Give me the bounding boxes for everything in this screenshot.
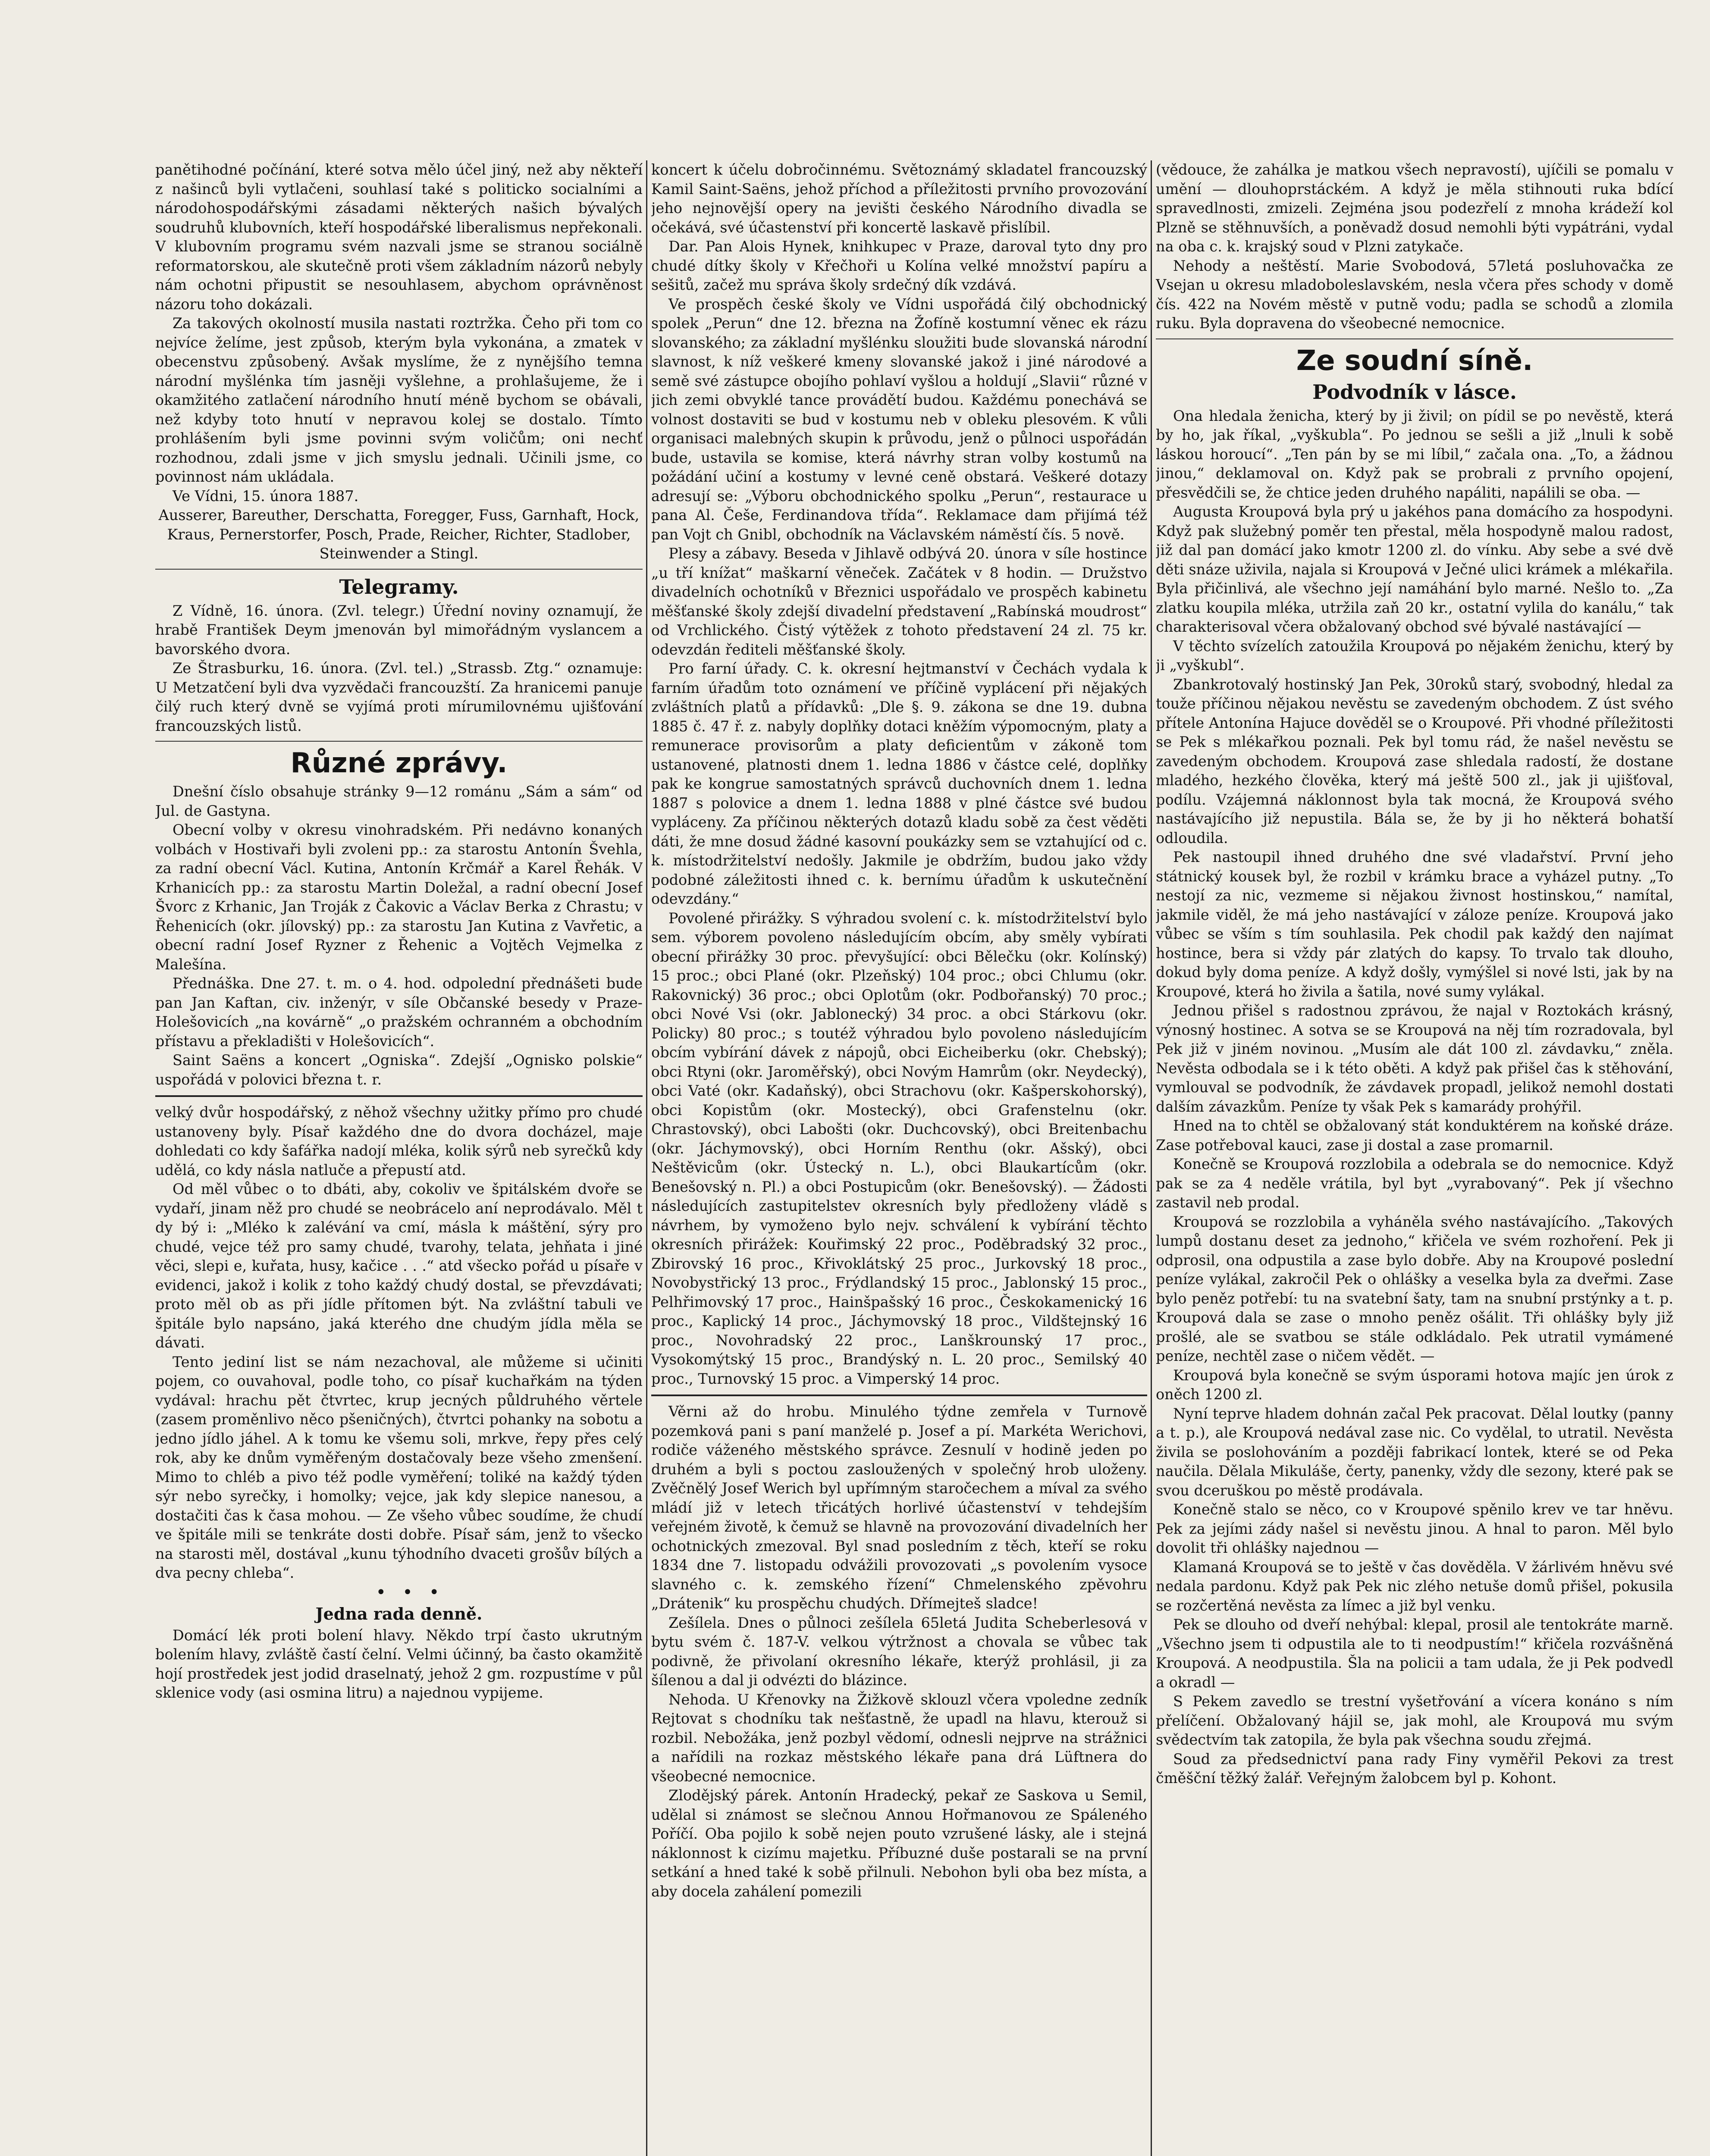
- column-2: [651, 160, 1147, 2156]
- news-item: (vědouce, že zahálka je matkou všech nepravostí), ujíčili se pomalu v umění — dlouhoprstáckém. A když je měla stihnouti ruka bdící spravedlnosti, zmizeli. Zejména jsou podezřelí z mnoha krádeží kol Plzně se stěhnuvších, a poněvadž dosud nemohli býti vypátráni, vydal na oba c. k. krajský soud v Plzni zatykače.: [1156, 161, 1673, 255]
- news-item: Ve prospěch české školy ve Vídni uspořádá čilý obchodnický spolek „Perun“ dne 12. března na Žofíně kostumní věnec ek rázu slovanského; za základní myšlénku sloužiti bude slovanská národní slavnost, k níž veškeré kmeny slovanské jakož i jiné národové a semě své zástupce obojího pohlaví vyšlou a holdují „Slavii“ různé v jich zemi obvyklé tance provádětí budou. Každému ponechává se volnost dostaviti se bud v kostumu neb v obleku plesovém. K vůli organisaci malebných skupin k průvodu, jenž o půlnoci uspořádán bude, ustavila se komise, která návrhy stran volby kostumů na požádání učiní a kostumy v levné ceně obstará. Veškeré dotazy adresují se: „Výboru obchodnického spolku „Perun“, restaurace u pana Al. Češe, Ferdinandova třída“. Reklamace dam přijímá též pan Vojt ch Gnibl, obchodník na Václavském náměstí čís. 5 nově.: [651, 295, 1147, 543]
- feuilleton-paragraph: Tento jediní list se nám nezachoval, ale můžeme si učiniti pojem, co ouvahoval, podle toho, co písař kuchařkám na týden vydával: hrachu pět čtvrtec, krup jecných půldruhého věrtele (zasem proměnlivo něco pšeničných), čtvrtci pohanky na sobotu a jedno jídlo jáhel. A k tomu ke všemu soli, mrkve, řepy přes celý rok, aby ke dnům vyměřeným dostačovaly beze všeho zmenšení. Mimo to chléb a pivo též podle vyměření; toliké na každý týden sýr nebo syrečky, i homolky; vejce, jak kdy slepice nanesou, a dostačiti čas k časa mohou. — Ze všeho vůbec soudíme, že chudí ve špitále mili se tenkráte dosti dobře. Písař sám, jenž to všecko na starosti měl, dostával „kunu týhodního dvaceti grošův bílých a dva pecny chleba“.: [155, 1353, 643, 1581]
- feuilleton-paragraph: Od měl vůbec o to dbáti, aby, cokoliv ve špitálském dvoře se vydaří, jinam něž pro chudé se neobrácelo aní neprodávalo. Měl t dy bý i: „Mléko k zalévání va cmí, másla k máštění, sýry pro chudé, vejce též pro samy chudé, tvarohy, telata, jehňata i jiné věci, slepi e, kuřata, husy, kačice . . .“ atd všecko pořád u písaře v evidenci, jakož i kolik z toho každý chudý dostal, se převzdávati; proto měl ob as při jídle přítomen být. Na zvláštní tabuli ve špitále bylo napsáno, jaká kterého dne chudým jídla měla se dávati.: [155, 1181, 643, 1351]
- telegram-item: Z Vídně, 16. února. (Zvl. telegr.) Úřední noviny oznamují, že hrabě František Deym jmenován byl mimořádným vyslancem a bavorského dvora.: [155, 602, 643, 658]
- article-paragraph: V těchto svízelích zatoužila Kroupová po nějakém ženichu, který by ji „vyškubl“.: [1156, 637, 1673, 674]
- article-paragraph: Hned na to chtěl se obžalovaný stát konduktérem na koňské dráze. Zase potřeboval kauci, zase ji dostal a zase promarnil.: [1156, 1117, 1673, 1153]
- news-item: Pro farní úřady. C. k. okresní hejtmanství v Čechách vydala k farním úřadům toto oznámení ve příčině vyplácení při nějakých zvláštních platů a přídavků: „Dle §. 9. zákona se dne 19. dubna 1885 č. 47 ř. z. nabyly doplňky dotaci kněžím výpomocným, platy a remunerace provisorům a platy deficientům v zákoně tom ustanovené, platnosti dnem 1. ledna 1886 v částce celé, doplňky pak ke kongrue samostatných správců duchovních dnem 1. ledna 1887 s polovice a dnem 1. ledna 1888 v plné částce své budou vypláceny. Za příčinou některých dotazů kladu sobě za čest věděti dáti, že mne dosud žádné kasovní poukázky sem se vztahující od c. k. místodržitelství nedošly. Jakmile je obdržím, budou jako vždy podobné záležitosti ihned c. k. bernímu úřadům k uskutečnění odevzdány.“: [651, 660, 1147, 907]
- feuilleton-paragraph: velký dvůr hospodářský, z něhož všechny užitky přímo pro chudé ustanoveny byly. Písař každého dne do dvora docházel, maje dohledati co kdy šafářka nadojí mléka, kolik sýrů neb syrečků kdy udělá, co kdy násla natluče a přepustí atd.: [155, 1104, 643, 1178]
- news-item: Dar. Pan Alois Hynek, knihkupec v Praze, daroval tyto dny pro chudé dítky školy v Křečhoři u Kolína velké množství papíru a sešitů, začež mu správa školy srdečný dík vzdává.: [651, 238, 1147, 293]
- news-item: Saint Saëns a koncert „Ogniska“. Zdejší „Ognisko polskie“ uspořádá v polovici března t. r.: [155, 1052, 643, 1088]
- ornament: • • •: [376, 1582, 439, 1602]
- section-heading-ruzne-zpravy: Různé zprávy.: [290, 747, 508, 779]
- section-heading-soudni-sin: Ze soudní síně.: [1296, 345, 1533, 377]
- column-rule: [646, 160, 647, 2156]
- article-paragraph: Kroupová byla konečně se svým úsporami hotova majíc jen úrok z oněch 1200 zl.: [1156, 1366, 1673, 1403]
- news-item: Obecní volby v okresu vinohradském. Při nedávno konaných volbách v Hostivaři byli zvoleni pp.: za starostu Antonín Švehla, za radní obecní Václ. Kutina, Antonín Krčmář a Karel Řehák. V Krhanicích pp.: za starostu Martin Doležal, a radní obecní Josef Švorc z Krhanic, Jan Troják z Čakovic a Václav Berka z Chrastu; v Řehenicích (okr. jílovský) pp.: za starostu Jan Kutina z Vavřetic, a obecní radní Josef Ryzner z Řehenic a Vojtěch Vejmelka z Malešína.: [155, 821, 643, 973]
- news-item: Nehoda. U Křenovky na Žižkově sklouzl včera vpoledne zedník Rejtovat s chodníku tak nešťastně, že upadl na hlavu, kterouž si rozbil. Nebožáka, jenž pozbyl vědomí, odnesli nejprve na strážnici a nařídili na rozkaz městského lékaře pana drá Lüftnera do všeobecné nemocnice.: [651, 1691, 1147, 1785]
- column-1: [155, 160, 643, 2156]
- telegram-item: Ze Štrasburku, 16. února. (Zvl. tel.) „Strassb. Ztg.“ oznamuje: U Metzatčení byli dva vyzvědači francouzští. Za hranicemi panuje čilý ruch který dvně se vyjímá proti mírumilovnému ujišťování francouzských listů.: [155, 660, 643, 734]
- news-item: Zešílela. Dnes o půlnoci zešílela 65letá Judita Scheberlesová v bytu svém č. 187-V. velkou výtržnost a chovala se vůbec tak podivně, že přivolaní okresního lékaře, kterýž prohlásil, ji za šílenou a dal ji odvézti do blázince.: [651, 1614, 1147, 1689]
- news-item: Plesy a zábavy. Beseda v Jihlavě odbývá 20. února v síle hostince „u tří knížat“ maškarní věneček. Začátek v 8 hodin. — Družstvo divadelních ochotníků v Březnici uspořádalo ve prospěch kabinetu měšťanské školy zdejší divadelní představení „Rabínská moudrost“ od Vrchlického. Čistý výtěžek z tohoto představení 24 zl. 75 kr. odevzdán řediteli měšťanské školy.: [651, 545, 1147, 658]
- article-paragraph: Kroupová se rozzlobila a vyháněla svého nastávajícího. „Takových lumpů dostanu deset za jednoho,“ křičela ve svém rozhoření. Pek ji odprosil, ona odpustila a zase bylo dobře. Aby na Kroupové poslední peníze vylákal, zakročil Pek o ohlášky a veselka byla za dveřmi. Zase bylo peněz potřebí: tu na svatební šaty, tam na snubní prstýnky a t. p. Kroupová dala se zase o mnoho peněz ošálit. Tři ohlášky byly již prošlé, ale se svatbou se stále odkládalo. Pek utratil vymámené peníze, nechtěl zase o ničem vědět. —: [1156, 1213, 1673, 1364]
- news-item: Zlodějský párek. Antonín Hradecký, pekař ze Saskova u Semil, udělal si známost se slečnou Annou Hořmanovou ze Spáleného Poříčí. Oba pojilo k sobě nejen pouto vzrušené lásky, ale i stejná náklonnost k cizímu majetku. Příbuzné duše postarali se na první setkání a hned také k sobě přilnuli. Nebohon byli oba bez místa, a aby docela zahálení pomezili: [651, 1787, 1147, 1900]
- article-paragraph: Ona hledala ženicha, který by ji živil; on pídil se po nevěstě, která by ho, jak říkal, „vyškubla“. Po jednou se sešli a již „lnuli k sobě láskou horoucí“. „Ten pán by se mi líbil,“ začala ona. „To, a žádnou jinou,“ deklamoval on. Když pak se probrali z prvního opojení, přesvědčili se, že chtice jeden druhého napáliti, napálili se oba. —: [1156, 407, 1673, 501]
- news-item: Dnešní číslo obsahuje stránky 9—12 románu „Sám a sám“ od Jul. de Gastyna.: [155, 783, 643, 819]
- section-heading-jedna-rada: Jedna rada denně.: [315, 1604, 483, 1623]
- feuilleton-divider: [155, 1095, 643, 1097]
- section-divider: [155, 741, 643, 742]
- article-paragraph: Konečně stalo se něco, co v Kroupové spěnilo krev ve tar hněvu. Pek za jejími zády našel si nevěstu jinou. A hnal to paron. Měl bylo dovolit tři ohlášky najednou —: [1156, 1501, 1673, 1556]
- article-paragraph: Soud za předsednictví pana rady Finy vyměřil Pekovi za trest čměšční těžký žalář. Veřejným žalobcem byl p. Kohont.: [1156, 1750, 1673, 1786]
- article-paragraph: Pek se dlouho od dveří nehýbal: klepal, prosil ale tentokráte marně. „Všechno jsem ti odpustila ale to ti neodpustím!“ křičela rozvášněná Kroupová. A neodpustila. Šla na policii a tam udala, že ji Pek podvedl a okradl —: [1156, 1616, 1673, 1691]
- section-divider: [1156, 338, 1673, 339]
- news-item: Povolené přirážky. S výhradou svolení c. k. místodržitelství bylo sem. výborem povoleno následujícím obcím, aby směly vybírati obecní přirážky 30 proc. převyšující: obci Bělečku (okr. Kolínský) 15 proc.; obci Plané (okr. Plzeňský) 104 proc.; obci Chlumu (okr. Rakovnický) 36 proc.; obci Oplotům (okr. Podbořanský) 70 proc.; obci Nové Vsi (okr. Jablonecký) 34 proc. a obci Stárkovu (okr. Policky) 80 proc.; s toutéž výhradou bylo povoleno následujícím obcím vybírání dávek z nápojů, obci Eicheiberku (okr. Chebský); obci Rtyni (okr. Jaroměřský), obci Novým Hamrům (okr. Neydecký), obci Vaté (okr. Kadaňský), obci Strachovu (okr. Kašperskohorský), obci Kopistům (okr. Mostecký), obci Grafenstelnu (okr. Chrastovský), obci Labošti (okr. Duchcovský), obci Breitenbachu (okr. Jáchymovský), obci Horním Renthu (okr. Ašský), obci Neštěvicům (okr. Ústecký n. L.), obci Blaukartícům (okr. Benešovský n. Pl.) a obci Postupicům (okr. Benešovský). — Žádosti následujících zastupitelstev okresních byly předloženy vládě s návrhem, by vymoženo bylo nejv. schválení k vybírání těchto okresních přirážek: Kouřimský 22 proc., Poděbradský 32 proc., Zbirovský 16 proc., Křivoklátský 25 proc., Jurkovský 18 proc., Novobystřický 13 proc., Frýdlandský 15 proc., Jablonský 15 proc., Pelhřimovský 17 proc., Hainšpašský 16 proc., Českokamenický 16 proc., Kaplický 14 proc., Jáchymovský 18 proc., Vildštejnský 16 proc., Novohradský 22 proc., Lanškrounský 17 proc., Vysokomýtský 15 proc., Brandýský n. L. 20 proc., Semilský 40 proc., Turnovský 15 proc. a Vimperský 14 proc.: [651, 909, 1147, 1387]
- article-paragraph: Jednou přišel s radostnou zprávou, že najal v Roztokách krásný, výnosný hostinec. A sotva se se Kroupová na něj tím rozradovala, byl Pek již v jiném novinou. „Musím ale dát 100 zl. závdavku,“ zněla. Nevěsta odbodala se i k této oběti. A když pak přišel čas k stěhování, vymlouval se podvodník, že závdavek propadl, jelikož nemohl dostati dalším závazkům. Peníze ty však Pek s kamarády prohýřil.: [1156, 1002, 1673, 1115]
- article-paragraph: Za takových okolností musila nastati roztržka. Čeho při tom co nejvíce želíme, jest způsob, kterým byla vykonána, a zmatek v obecenstvu způsobený. Avšak myslíme, že z nynějšího temna národní myšlénka tím jasněji vyšlehne, a prohlašujeme, že i okamžitého zatlačení národního hnutí méně bychom se obávali, než kdyby toto hnutí v nepravou kolej se dostalo. Tímto prohlášením byli jsme povinni svým voličům; oni nechť rozhodnou, zdali jsme v jich smyslu jednali. Učinili jsme, co povinnost nám ukládala.: [155, 315, 643, 485]
- signatories: Ausserer, Bareuther, Derschatta, Foregger, Fuss, Garnhaft, Hock, Kraus, Pernerstorfer, Posch, Prade, Reicher, Richter, Stadlober, Steinwender a Stingl.: [158, 507, 640, 562]
- article-paragraph: Pek nastoupil ihned druhého dne své vladařství. První jeho státnický kousek byl, že rozbil v krámku brace a vyházel putny. „To nestojí za nic, vezmeme si nějakou živnost hostinskou,“ namítal, jakmile viděl, že má jeho nastávající v záloze peníze. Kroupová jako vůbec se vším s tím souhlasila. Pek chodil pak každý den najímat hostince, bera si vždy pár zlatých do kapsy. To trvalo tak dlouho, dokud byly doma peníze. A když došly, vymýšlel si nové lsti, jak by na Kroupové, která ho živila a šatila, nové sumy vylákal.: [1156, 849, 1673, 1000]
- section-divider: [155, 569, 643, 570]
- news-item: Přednáška. Dne 27. t. m. o 4. hod. odpolední přednášeti bude pan Jan Kaftan, civ. inženýr, v síle Občanské besedy v Praze-Holešovicích „na kovárně“ „o pražském ochranném a obchodním přístavu a překladišti v Holešovicích“.: [155, 975, 643, 1050]
- section-heading-telegramy: Telegramy.: [339, 575, 459, 599]
- article-paragraph: Zbankrotovalý hostinský Jan Pek, 30roků starý, svobodný, hledal za touže příčinou nějakou nevěstu se zavedeným obchodem. Z úst svého přítele Antonína Hajuce dověděl se o Kroupové. Při vhodné příležitosti se Pek s mlékařkou poznali. Pek byl tomu rád, že našel nevěstu se zavedeným obchodem. Kroupová zase shledala radostí, že dostane mladého, hezkého člověka, který má ještě 500 zl., jak ji ujišťoval, podílu. Vzájemná náklonnost byla tak mocná, že Kroupová svého nastávajícího již nepustila. Bála se, že by ji ho některá bohatší odloudila.: [1156, 676, 1673, 846]
- article-paragraph: S Pekem zavedlo se trestní vyšetřování a vícera konáno s ním přelíčení. Obžalovaný hájil se, jak mohl, ale Kroupová mu svým svědectvím tak zatopila, že byla pak všechna soudu zřejmá.: [1156, 1693, 1673, 1748]
- feuilleton-divider: [651, 1395, 1147, 1396]
- article-paragraph: Augusta Kroupová byla prý u jakéhos pana domácího za hospodyni. Když pak služebný poměr ten přestal, měla hospodyně malou radost, již dal pan domácí jako kmotr 1200 zl. do vínku. Aby sebe a své dvě děti snáze uživila, najala si Kroupová v Ječné ulici krámek a mlékařila. Byla přičinlivá, ale všechno její namáhání bylo marné. Nešlo to. „Za zlatku koupila mléka, utržila zaň 20 kr., ostatní vylila do kanálu,“ tak charakterisoval včera obžalovaný obchod své bývalé nastávající —: [1156, 503, 1673, 635]
- column-3: [1156, 160, 1673, 2156]
- article-paragraph: Klamaná Kroupová se to ještě v čas dověděla. V žárlivém hněvu své nedala pardonu. Když pak Pek nic zlého netuše domů přišel, pokusila se rozčertěná nevěsta za límec a již byl venku.: [1156, 1558, 1673, 1614]
- article-title-podvodnik: Podvodník v lásce.: [1312, 380, 1517, 404]
- news-item: Věrni až do hrobu. Minulého týdne zemřela v Turnově pozemková pani s paní manželé p. Josef a pí. Markéta Werichovi, rodiče váženého městského správce. Zesnulí v hodině jeden po druhém a byli s poctou zasloužených v společný hrob uloženy. Zvěčnělý Josef Werich byl upřímným staročechem a míval za svého mládí již v letech třicátých horlivé účastenství v tehdejším veřejném životě, k čemuž se hlavně na provozování divadelních her ochotnických zmezoval. Byl snad posledním z těch, kteří se roku 1834 dne 7. listopadu odvážili provozovati „s povolením vysoce slavného c. k. zemského řízení“ Chmelenského zpěvohru „Drátenik“ ku prospěchu chudých. Dřímejteš sladce!: [651, 1403, 1147, 1612]
- article-paragraph: Nyní teprve hladem dohnán začal Pek pracovat. Dělal loutky (panny a t. p.), ale Kroupová nedával zase nic. Co vydělal, to utratil. Nevěsta živila se poslohováním a později fabrikací lontek, které se od Peka naučila. Dělala Mikuláše, čerty, panenky, vždy dle sezony, které pak se svou dceruškou po městě prodávala.: [1156, 1405, 1673, 1499]
- news-item: Nehody a neštěstí. Marie Svobodová, 57letá posluhovačka ze Vsejan u okresu mladoboleslavském, nesla včera přes schody v domě čís. 422 na Novém městě v putně vodu; padla se schodů a zlomila ruku. Byla dopravena do všeobecné nemocnice.: [1156, 257, 1673, 332]
- column-rule: [1151, 160, 1152, 2156]
- article-paragraph: Konečně se Kroupová rozzlobila a odebrala se do nemocnice. Když pak se za 4 neděle vrátila, byl byt „vyrabovaný“. Pek jí všechno zastavil neb prodal.: [1156, 1156, 1673, 1211]
- article-paragraph: panětihodné počínání, které sotva mělo účel jiný, než aby někteří z našinců byli vytlačeni, souhlasí také s politicko socialními a národohospodářskými zásadami některých našich bývalých soudruhů klubovních, kteří hospodářské liberalismus nepřekonali. V klubovním programu svém nazvali jsme se stranou sociálně reformatorskou, ale skutečně proti všem základním názorů nebyly nám ochotni připustit se nesouhlasem, abychom oprávněnost názoru toho dokázali.: [155, 161, 643, 313]
- feuilleton-paragraph: Domácí lék proti bolení hlavy. Někdo trpí často ukrutným bolením hlavy, zvláště častí čelní. Velmi účinný, ba často okamžitě hojí prostředek jest jodid draselnatý, jehož 2 gm. rozpustíme v půl sklenice vody (asi osmina litru) a najednou vypijeme.: [155, 1626, 643, 1701]
- news-item: koncert k účelu dobročinnému. Světoznámý skladatel francouzský Kamil Saint-Saëns, jehož příchod a příležitosti prvního provozování jeho nejnovější opery na jevišti českého Národního divadla se očekává, své účastenství při koncertě laskavě přislíbil.: [651, 161, 1147, 236]
- dateline: Ve Vídni, 15. února 1887.: [173, 487, 359, 505]
